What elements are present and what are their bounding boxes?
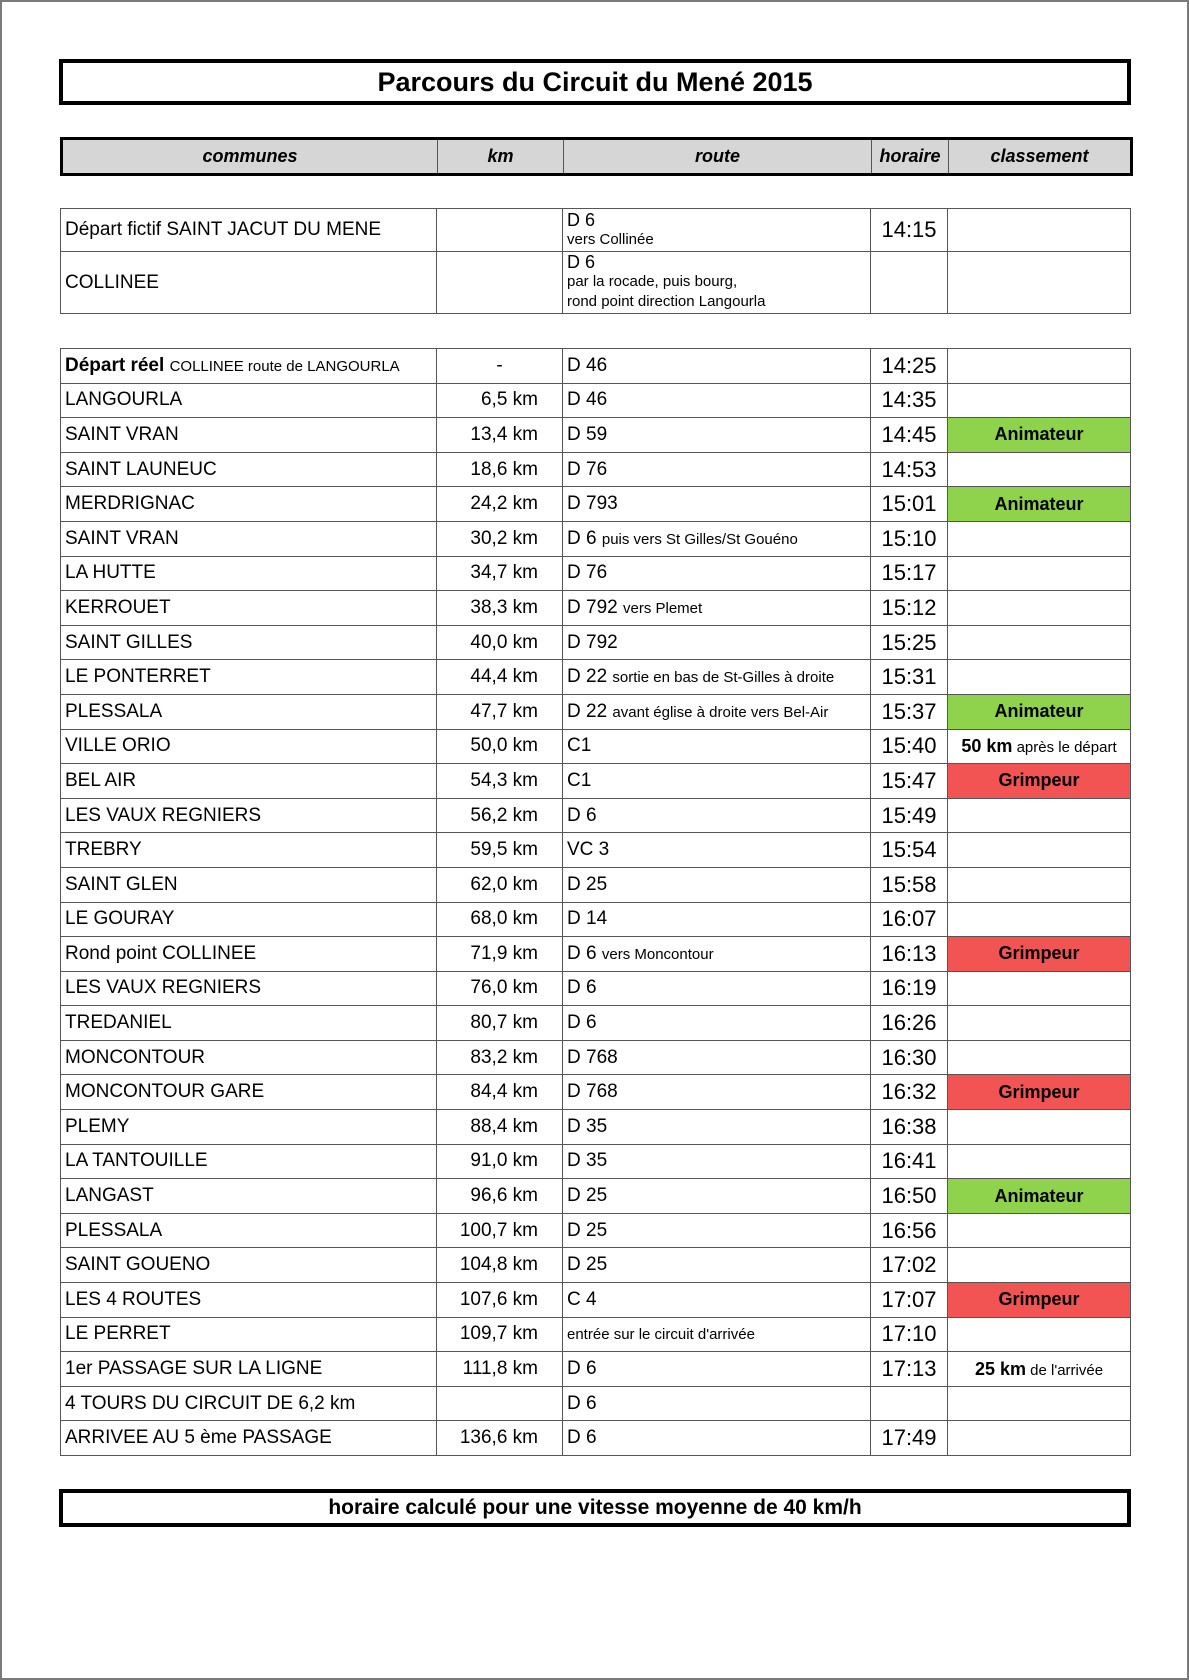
intro-table — [60, 208, 1131, 314]
table-row — [61, 487, 1131, 522]
time-cell: 15:58 — [871, 867, 948, 902]
time-cell: 14:45 — [871, 418, 948, 453]
classement-cell — [948, 625, 1131, 660]
time-cell: 16:19 — [871, 971, 948, 1006]
route-code: VC 3 — [567, 839, 610, 861]
route-cell — [563, 1248, 871, 1283]
table-row — [61, 1283, 1131, 1318]
route-code: D 76 — [567, 458, 608, 480]
route-code: D 6 — [567, 804, 597, 826]
time-cell: 16:56 — [871, 1213, 948, 1248]
time-cell: 17:10 — [871, 1317, 948, 1352]
commune-cell: PLESSALA — [61, 1213, 437, 1248]
route-code: D 14 — [567, 908, 608, 930]
classement-cell — [948, 349, 1131, 384]
time-cell: 17:13 — [871, 1352, 948, 1387]
animateur-badge: Animateur — [948, 694, 1131, 729]
time-cell: 16:13 — [871, 937, 948, 972]
header-communes: communes — [62, 139, 438, 175]
route-note: sortie en bas de St-Gilles à droite — [612, 669, 835, 687]
commune-bold: Départ réel — [65, 354, 165, 376]
km-cell — [437, 252, 563, 314]
km-cell: 107,6 km — [437, 1283, 563, 1318]
table-row — [61, 349, 1131, 384]
km-cell: 59,5 km — [437, 833, 563, 868]
commune-cell: LE PONTERRET — [61, 660, 437, 695]
route-note: vers Plemet — [622, 599, 703, 617]
km-cell: 109,7 km — [437, 1317, 563, 1352]
time-cell: 16:07 — [871, 902, 948, 937]
route-cell — [563, 1006, 871, 1041]
route-cell — [563, 383, 871, 418]
km-cell: 80,7 km — [437, 1006, 563, 1041]
km-cell: 56,2 km — [437, 798, 563, 833]
route-code: C1 — [567, 735, 592, 757]
route-cell — [563, 1144, 871, 1179]
table-row — [61, 556, 1131, 591]
classement-cell — [948, 798, 1131, 833]
header-row — [62, 139, 1132, 175]
time-cell: 16:32 — [871, 1075, 948, 1110]
route-cell — [563, 1283, 871, 1318]
route-code: D 46 — [567, 389, 608, 411]
commune-cell: PLEMY — [61, 1110, 437, 1145]
route-table — [60, 348, 1131, 1456]
km-cell — [437, 209, 563, 252]
km-cell: 47,7 km — [437, 694, 563, 729]
commune-cell: LA TANTOUILLE — [61, 1144, 437, 1179]
commune-cell — [61, 349, 437, 384]
commune-cell: MONCONTOUR — [61, 1040, 437, 1075]
route-cell — [563, 798, 871, 833]
route-code: D 6 — [567, 1392, 597, 1414]
km-cell: 111,8 km — [437, 1352, 563, 1387]
time-cell: 15:40 — [871, 729, 948, 764]
commune-cell: SAINT VRAN — [61, 418, 437, 453]
route-code: D 768 — [567, 1081, 618, 1103]
classement-cell — [948, 252, 1131, 314]
intro-row — [61, 209, 1131, 252]
time-cell: 15:47 — [871, 764, 948, 799]
route-cell — [563, 252, 871, 314]
km-cell: 44,4 km — [437, 660, 563, 695]
km-cell: 71,9 km — [437, 937, 563, 972]
table-row — [61, 660, 1131, 695]
route-code: D 76 — [567, 562, 608, 584]
table-row — [61, 1144, 1131, 1179]
table-row — [61, 1352, 1131, 1387]
table-row — [61, 1075, 1131, 1110]
route-cell — [563, 1179, 871, 1214]
route-code: D 768 — [567, 1046, 618, 1068]
route-cell — [563, 521, 871, 556]
animateur-badge: Animateur — [948, 487, 1131, 522]
commune-cell: LE PERRET — [61, 1317, 437, 1352]
route-detail: par la rocade, puis bourg, — [567, 273, 738, 290]
route-cell — [563, 1075, 871, 1110]
route-cell — [563, 209, 871, 252]
km-cell: 104,8 km — [437, 1248, 563, 1283]
time-cell: 14:25 — [871, 349, 948, 384]
time-cell: 16:26 — [871, 1006, 948, 1041]
commune-cell: LANGAST — [61, 1179, 437, 1214]
commune-cell: LE GOURAY — [61, 902, 437, 937]
time-cell: 14:53 — [871, 452, 948, 487]
classement-cell — [948, 521, 1131, 556]
classement-cell — [948, 833, 1131, 868]
route-code: D 25 — [567, 1254, 608, 1276]
commune-cell: PLESSALA — [61, 694, 437, 729]
route-cell — [563, 1040, 871, 1075]
route-cell — [563, 902, 871, 937]
route-cell — [563, 556, 871, 591]
commune-detail: COLLINEE route de LANGOURLA — [169, 357, 400, 375]
classement-cell — [948, 729, 1131, 764]
route-cell — [563, 937, 871, 972]
table-row — [61, 521, 1131, 556]
commune-cell: COLLINEE — [61, 252, 437, 314]
table-row — [61, 383, 1131, 418]
commune-cell: MERDRIGNAC — [61, 487, 437, 522]
commune-cell: SAINT GILLES — [61, 625, 437, 660]
route-cell — [563, 971, 871, 1006]
time-cell: 15:10 — [871, 521, 948, 556]
classement-cell — [948, 1006, 1131, 1041]
km-cell — [437, 1386, 563, 1421]
commune-cell: MONCONTOUR GARE — [61, 1075, 437, 1110]
route-code: D 6 — [567, 1358, 597, 1380]
km-cell: 6,5 km — [437, 383, 563, 418]
route-note: avant église à droite vers Bel-Air — [612, 703, 829, 721]
time-cell: 17:02 — [871, 1248, 948, 1283]
table-row — [61, 1179, 1131, 1214]
time-cell: 15:17 — [871, 556, 948, 591]
route-cell — [563, 867, 871, 902]
header-route: route — [564, 139, 872, 175]
commune-cell: LA HUTTE — [61, 556, 437, 591]
route-note: entrée sur le circuit d'arrivée — [567, 1326, 755, 1344]
km-cell: 54,3 km — [437, 764, 563, 799]
commune-cell: BEL AIR — [61, 764, 437, 799]
table-row — [61, 937, 1131, 972]
route-cell — [563, 660, 871, 695]
table-row — [61, 1317, 1131, 1352]
time-cell: 16:38 — [871, 1110, 948, 1145]
km-cell: 38,3 km — [437, 591, 563, 626]
km-cell: 96,6 km — [437, 1179, 563, 1214]
table-row — [61, 833, 1131, 868]
km-cell: 88,4 km — [437, 1110, 563, 1145]
time-cell — [871, 252, 948, 314]
note-text: de l'arrivée — [1030, 1361, 1104, 1379]
time-cell: 15:31 — [871, 660, 948, 695]
commune-cell: SAINT VRAN — [61, 521, 437, 556]
route-code: D 25 — [567, 1219, 608, 1241]
km-cell: 83,2 km — [437, 1040, 563, 1075]
header-classement: classement — [949, 139, 1132, 175]
classement-cell — [948, 1213, 1131, 1248]
table-row — [61, 1213, 1131, 1248]
classement-cell — [948, 660, 1131, 695]
route-code: D 22 — [567, 700, 608, 722]
table-row — [61, 798, 1131, 833]
time-cell: 17:07 — [871, 1283, 948, 1318]
table-row — [61, 452, 1131, 487]
note-distance: 50 km — [961, 735, 1013, 756]
classement-cell — [948, 1352, 1131, 1387]
km-cell: 34,7 km — [437, 556, 563, 591]
route-code: D 793 — [567, 493, 618, 515]
classement-cell — [948, 971, 1131, 1006]
route-detail: vers Collinée — [567, 230, 654, 248]
route-cell — [563, 1213, 871, 1248]
grimpeur-badge: Grimpeur — [948, 937, 1131, 972]
grimpeur-badge: Grimpeur — [948, 1283, 1131, 1318]
km-cell: 91,0 km — [437, 1144, 563, 1179]
classement-cell — [948, 383, 1131, 418]
commune-cell: Départ fictif SAINT JACUT DU MENE — [61, 209, 437, 252]
commune-cell: SAINT LAUNEUC — [61, 452, 437, 487]
commune-cell: SAINT GLEN — [61, 867, 437, 902]
commune-cell: LES VAUX REGNIERS — [61, 798, 437, 833]
time-cell: 15:12 — [871, 591, 948, 626]
km-cell: 13,4 km — [437, 418, 563, 453]
grimpeur-badge: Grimpeur — [948, 764, 1131, 799]
route-cell — [563, 452, 871, 487]
route-cell — [563, 1352, 871, 1387]
table-row — [61, 1248, 1131, 1283]
classement-cell — [948, 591, 1131, 626]
classement-cell — [948, 1317, 1131, 1352]
table-row — [61, 625, 1131, 660]
classement-cell — [948, 1110, 1131, 1145]
intro-row — [61, 252, 1131, 314]
route-cell — [563, 625, 871, 660]
route-cell — [563, 694, 871, 729]
time-cell: 16:41 — [871, 1144, 948, 1179]
route-cell — [563, 1317, 871, 1352]
route-note: puis vers St Gilles/St Gouéno — [601, 530, 798, 548]
route-code: C1 — [567, 769, 592, 791]
route-code: D 59 — [567, 423, 608, 445]
route-cell — [563, 1110, 871, 1145]
commune-cell: KERROUET — [61, 591, 437, 626]
table-row — [61, 694, 1131, 729]
km-cell: 18,6 km — [437, 452, 563, 487]
km-cell: 62,0 km — [437, 867, 563, 902]
km-cell: 24,2 km — [437, 487, 563, 522]
time-cell: 15:25 — [871, 625, 948, 660]
column-header-table — [60, 137, 1133, 176]
km-cell: 40,0 km — [437, 625, 563, 660]
km-cell: 76,0 km — [437, 971, 563, 1006]
commune-cell: SAINT GOUENO — [61, 1248, 437, 1283]
time-cell: 15:37 — [871, 694, 948, 729]
time-cell: 16:50 — [871, 1179, 948, 1214]
time-cell: 15:54 — [871, 833, 948, 868]
table-row — [61, 1006, 1131, 1041]
commune-cell: 1er PASSAGE SUR LA LIGNE — [61, 1352, 437, 1387]
route-cell — [563, 729, 871, 764]
commune-cell: 4 TOURS DU CIRCUIT DE 6,2 km — [61, 1386, 437, 1421]
classement-cell — [948, 209, 1131, 252]
note-distance: 25 km — [974, 1358, 1026, 1379]
km-cell: - — [437, 349, 563, 384]
classement-cell — [948, 1386, 1131, 1421]
speed-note: horaire calculé pour une vitesse moyenne de 40 km/h — [59, 1489, 1131, 1527]
page-title: Parcours du Circuit du Mené 2015 — [59, 59, 1131, 105]
time-cell: 17:49 — [871, 1421, 948, 1456]
note-text: après le départ — [1016, 738, 1117, 756]
header-km: km — [438, 139, 564, 175]
animateur-badge: Animateur — [948, 1179, 1131, 1214]
route-cell — [563, 833, 871, 868]
header-horaire: horaire — [872, 139, 949, 175]
km-cell: 30,2 km — [437, 521, 563, 556]
classement-cell — [948, 867, 1131, 902]
table-row — [61, 902, 1131, 937]
commune-cell: Rond point COLLINEE — [61, 937, 437, 972]
route-cell — [563, 349, 871, 384]
time-cell: 14:35 — [871, 383, 948, 418]
table-row — [61, 971, 1131, 1006]
route-code: D 6 — [567, 942, 597, 964]
commune-cell: LES 4 ROUTES — [61, 1283, 437, 1318]
route-code: D 46 — [567, 354, 608, 376]
classement-cell — [948, 1421, 1131, 1456]
commune-cell: TREDANIEL — [61, 1006, 437, 1041]
route-cell — [563, 418, 871, 453]
time-cell: 15:01 — [871, 487, 948, 522]
km-cell: 136,6 km — [437, 1421, 563, 1456]
route-code: D 6 — [567, 1012, 597, 1034]
route-cell — [563, 1386, 871, 1421]
time-cell: 14:15 — [871, 209, 948, 252]
route-code: D 6 — [567, 977, 597, 999]
table-row — [61, 1386, 1131, 1421]
grimpeur-badge: Grimpeur — [948, 1075, 1131, 1110]
table-row — [61, 729, 1131, 764]
animateur-badge: Animateur — [948, 418, 1131, 453]
route-code: D 25 — [567, 873, 608, 895]
km-cell: 84,4 km — [437, 1075, 563, 1110]
time-cell: 16:30 — [871, 1040, 948, 1075]
time-cell — [871, 1386, 948, 1421]
time-cell: 15:49 — [871, 798, 948, 833]
route-code: D 35 — [567, 1115, 608, 1137]
route-note: vers Moncontour — [601, 945, 714, 963]
table-row — [61, 1110, 1131, 1145]
route-code: D 6 — [567, 209, 596, 230]
table-row — [61, 1040, 1131, 1075]
route-cell — [563, 591, 871, 626]
km-cell: 68,0 km — [437, 902, 563, 937]
classement-cell — [948, 902, 1131, 937]
classement-cell — [948, 1248, 1131, 1283]
route-code: D 35 — [567, 1150, 608, 1172]
route-code: C 4 — [567, 1288, 597, 1310]
route-code: D 25 — [567, 1185, 608, 1207]
classement-cell — [948, 1040, 1131, 1075]
table-row — [61, 867, 1131, 902]
route-detail: rond point direction Langourla — [567, 293, 766, 310]
classement-cell — [948, 1144, 1131, 1179]
route-cell — [563, 487, 871, 522]
table-row — [61, 418, 1131, 453]
commune-cell: LES VAUX REGNIERS — [61, 971, 437, 1006]
km-cell: 50,0 km — [437, 729, 563, 764]
commune-cell: VILLE ORIO — [61, 729, 437, 764]
route-cell — [563, 764, 871, 799]
commune-cell: TREBRY — [61, 833, 437, 868]
table-row — [61, 764, 1131, 799]
route-cell — [563, 1421, 871, 1456]
classement-cell — [948, 556, 1131, 591]
table-row — [61, 591, 1131, 626]
route-code: D 6 — [567, 1427, 597, 1449]
classement-cell — [948, 452, 1131, 487]
table-row — [61, 1421, 1131, 1456]
commune-cell: LANGOURLA — [61, 383, 437, 418]
km-cell: 100,7 km — [437, 1213, 563, 1248]
commune-cell: ARRIVEE AU 5 ème PASSAGE — [61, 1421, 437, 1456]
route-code: D 22 — [567, 666, 608, 688]
route-code: D 792 — [567, 631, 618, 653]
route-code: D 6 — [567, 527, 597, 549]
route-code: D 6 — [567, 252, 596, 272]
route-code: D 792 — [567, 596, 618, 618]
